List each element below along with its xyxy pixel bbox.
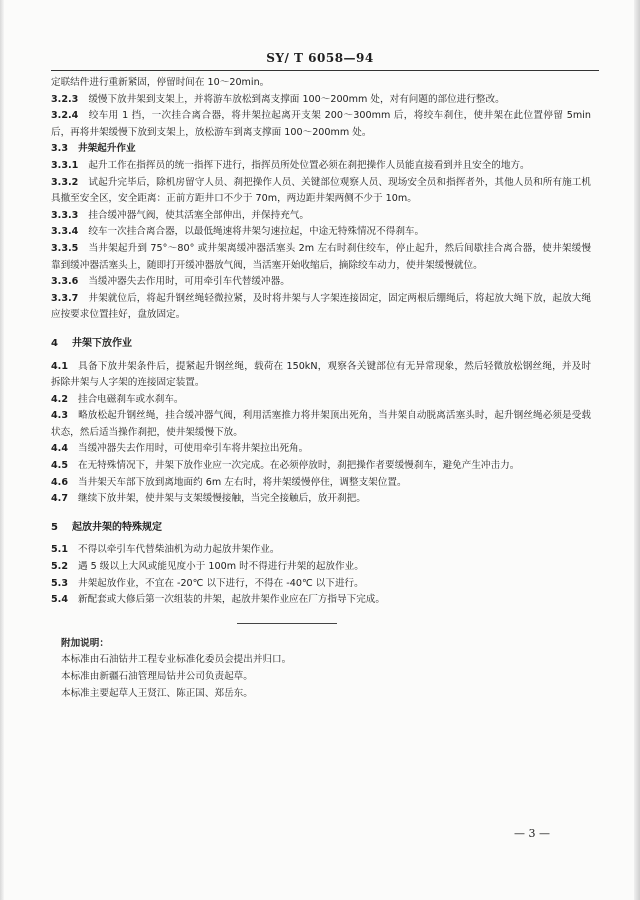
clause-number: 5.3	[51, 577, 68, 589]
clause-text: 当井架天车部下放到离地面约 6m 左右时，将井架缓慢停住，调整支架位置。	[78, 476, 407, 488]
clause-number: 3.3.3	[51, 209, 79, 221]
clause-text: 井架就位后，将起升钢丝绳轻微拉紧，及时将井架与人字架连接固定，固定两根后绷绳后，将起放大绳下放，起放大绳应按要求位置挂好，盘放固定。	[51, 292, 591, 321]
clause-4-1	[51, 359, 591, 392]
clause-4-3	[51, 408, 591, 441]
chapter-number: 4	[51, 337, 58, 349]
clause-3-3-7	[51, 291, 591, 324]
clause-number: 5.1	[51, 544, 68, 556]
clause-text: 继续下放井架，使井架与支架缓慢接触，当完全接触后，放开刹把。	[78, 493, 366, 505]
clause-3-3-2	[51, 175, 591, 208]
clause-text: 缓慢下放井架到支架上，并将游车放松到离支撑面 100～200mm 处，对有问题的部位进行整改。	[88, 93, 505, 105]
clause-5-1	[51, 542, 591, 559]
notes-line-1: 本标准由石油钻井工程专业标准化委员会提出并归口。	[61, 654, 292, 666]
clause-4-2	[51, 392, 591, 409]
notes-line-3: 本标准主要起草人王贤江、陈正国、郑岳东。	[61, 687, 253, 699]
clause-text: 当井架起升到 75°～80° 或井架离缓冲器活塞头 2m 左右时刹住绞车，停止起升，然后间歇挂合离合器，使井架缓慢靠到缓冲器活塞头上，随即打开缓冲器放气阀，当活塞开始收缩后，摘除绞车动力，使井架缓慢就位。	[51, 242, 591, 271]
scan-left-edge	[0, 0, 4, 900]
notes-title: 附加说明：	[61, 637, 109, 649]
clause-text: 当缓冲器失去作用时，可使用牵引车将井架拉出死角。	[78, 443, 309, 455]
clause-3-3-4	[51, 224, 591, 241]
clause-number: 5.2	[51, 561, 68, 573]
clause-text: 井架起放作业，不宜在 -20℃ 以下进行，不得在 -40℃ 以下进行。	[78, 577, 364, 589]
clause-number: 3.3.1	[51, 159, 79, 171]
clause-3-2-4	[51, 108, 591, 141]
clause-text: 当缓冲器失去作用时，可用牵引车代替缓冲器。	[88, 276, 290, 288]
clause-text: 新配套或大修后第一次组装的井架，起放井架作业应在厂方指导下完成。	[78, 594, 385, 606]
clause-number: 3.3.4	[51, 226, 79, 238]
notes-line-2: 本标准由新疆石油管理局钻井公司负责起草。	[61, 671, 253, 682]
header-rule	[51, 70, 599, 71]
clause-number: 3.3.7	[51, 292, 79, 304]
clause-text: 起升工作在指挥员的统一指挥下进行，指挥员所处位置必须在刹把操作人员能直接看到并且安全的地方。	[88, 159, 530, 171]
clause-3-3-5	[51, 241, 591, 274]
clause-4-4	[51, 441, 591, 458]
clause-number: 4.7	[51, 493, 68, 505]
clause-number: 3.2.3	[51, 93, 79, 105]
clause-4-5	[51, 458, 591, 475]
clause-number: 4.2	[51, 393, 68, 405]
page-number: — 3 —	[514, 827, 550, 840]
section-3-3-heading	[51, 141, 591, 158]
section-number: 3.3	[51, 143, 68, 155]
document-body	[51, 75, 591, 702]
clause-number: 4.1	[51, 360, 68, 372]
clause-text: 略放松起升钢丝绳，挂合缓冲器气阀，利用活塞推力将井架顶出死角，当井架自动脱离活塞头时，起升钢丝绳必须是受载状态，然后适当操作刹把，使井架缓慢下放。	[51, 410, 591, 438]
clause-5-2	[51, 559, 591, 576]
chapter-title: 起放井架的特殊规定	[71, 521, 162, 533]
clause-text: 绞车一次挂合离合器，以最低绳速将井架匀速拉起，中途无特殊情况不得刹车。	[88, 226, 425, 238]
clause-text: 不得以牵引车代替柴油机为动力起放井架作业。	[78, 544, 280, 556]
clause-text: 遇 5 级以上大风或能见度小于 100m 时不得进行井架的起放作业。	[78, 561, 364, 573]
section-title: 井架起升作业	[78, 143, 136, 155]
chapter-number: 5	[51, 521, 58, 533]
clause-5-3	[51, 576, 591, 593]
clause-text: 绞车用 1 挡，一次挂合离合器，将井架拉起离开支架 200～300mm 后，将绞车刹住，使井架在此位置停留 5min 后，再将井架缓慢下放到支架上，放松游车到离支撑面 100～200mm 处。	[51, 110, 591, 138]
clause-number: 3.3.2	[51, 176, 79, 188]
clause-text: 具备下放井架条件后，提紧起升钢丝绳，载荷在 150kN，观察各关键部位有无异常现象，然后轻微放松钢丝绳，并及时拆除井架与人字架的连接固定装置。	[51, 360, 591, 389]
standard-code-header: SY/ T 6058—94	[266, 51, 374, 65]
clause-number: 4.3	[51, 410, 68, 422]
clause-4-7	[51, 491, 591, 508]
clause-text: 挂合缓冲器气阀，使其活塞全部伸出，并保持充气。	[88, 209, 309, 221]
clause-number: 4.5	[51, 460, 68, 472]
clause-3-3-3	[51, 208, 591, 225]
additional-notes	[61, 636, 591, 702]
clause-5-4	[51, 592, 591, 609]
continuation-text: 定联结件进行重新紧固，停留时间在 10～20min。	[51, 77, 270, 88]
clause-number: 4.6	[51, 476, 68, 488]
chapter-title: 井架下放作业	[71, 337, 132, 349]
clause-number: 3.3.5	[51, 242, 79, 254]
scan-right-edge	[634, 0, 640, 900]
clause-text: 挂合电磁刹车或水刹车。	[78, 393, 184, 405]
clause-3-3-6	[51, 274, 591, 291]
clause-number: 5.4	[51, 594, 68, 606]
chapter-5-heading	[51, 520, 591, 537]
clause-3-2-3	[51, 92, 591, 109]
clause-text: 试起升完毕后，除机房留守人员、刹把操作人员、关键部位观察人员、现场安全员和指挥者外，其他人员和所有施工机具撤至安全区，安全距离：正前方距井口不少于 70m，两边距井架两侧不少于 10m。	[51, 176, 591, 205]
clause-number: 3.3.6	[51, 276, 79, 288]
clause-text: 在无特殊情况下，井架下放作业应一次完成。在必须停放时，刹把操作者要缓慢刹车，避免产生冲击力。	[78, 460, 520, 472]
clause-number: 4.4	[51, 443, 68, 455]
clause-3-3-1	[51, 158, 591, 175]
clause-4-6	[51, 475, 591, 492]
chapter-4-heading	[51, 336, 591, 353]
clause-number: 3.2.4	[51, 110, 79, 122]
end-of-text-rule	[237, 623, 337, 624]
